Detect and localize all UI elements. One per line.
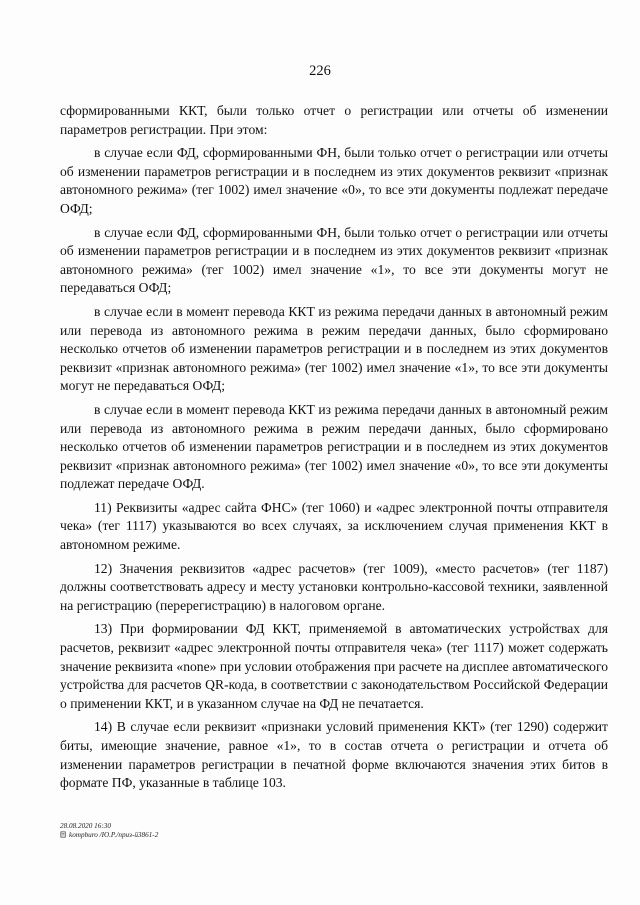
page-number: 226 — [309, 63, 331, 79]
paragraph-item-14: 14) В случае если реквизит «признаки условий применения ККТ» (тег 1290) содержит биты, имеющие значение, равное «1», то в состав отчета о регистрации и отчета об изменении параметров регистрации в печатной форме включаются значения этих битов в формате ПФ, указанные в таблице 103. — [60, 719, 608, 791]
paragraph-item-13: 13) При формировании ФД ККТ, применяемой в автоматических устройствах для расчетов, реквизит «адрес электронной почты отправителя чека» (тег 1117) может содержать значение реквизита «none» при условии отображения при расчете на дисплее автоматического устройства для расчетов QR-кода, в соответствии с законодательством Российской Федерации о применении ККТ, и в указанном случае на ФД не печатается. — [60, 621, 608, 711]
footer-file-ref: kompburo /Ю.Р./приз-й3861-2 — [69, 831, 159, 839]
paragraph-case-transfer-tag-0: в случае если в момент перевода ККТ из режима передачи данных в автономный режим или перевода из автономного режима в режим передачи данных, было сформировано несколько отчетов об изменении параметров регистрации и в последнем из этих документов реквизит «признак автономного режима» (тег 1002) имел значение «0», то все эти документы подлежат передаче ОФД. — [60, 401, 608, 492]
paragraph-continuation: сформированными ККТ, были только отчет о регистрации или отчеты об изменении параметров регистрации. При этом: — [60, 103, 608, 137]
paragraph-case-fn-tag-1: в случае если ФД, сформированными ФН, были только отчет о регистрации или отчеты об изменении параметров регистрации и в последнем из этих документов реквизит «признак автономного режима» (тег 1002) имел значение «1», то все эти документы могут не передаваться ОФД; — [60, 224, 608, 296]
document-footer — [60, 822, 158, 840]
footer-timestamp: 28.08.2020 16:30 — [60, 822, 111, 830]
paragraph-case-transfer-tag-1: в случае если в момент перевода ККТ из режима передачи данных в автономный режим или перевода из автономного режима в режим передачи данных, было сформировано несколько отчетов об изменении параметров регистрации и в последнем из этих документов реквизит «признак автономного режима» (тег 1002) имел значение «1», то все эти документы могут не передаваться ОФД; — [60, 303, 608, 394]
paragraph-item-11: 11) Реквизиты «адрес сайта ФНС» (тег 1060) и «адрес электронной почты отправителя чека» (тег 1117) указываются во всех случаях, за исключением случая применения ККТ в автономном режиме. — [60, 499, 608, 553]
document-icon — [60, 831, 67, 838]
footer-file-ref-line — [60, 831, 158, 840]
document-body — [60, 102, 608, 798]
paragraph-item-12: 12) Значения реквизитов «адрес расчетов» (тег 1009), «место расчетов» (тег 1187) должны соответствовать адресу и месту установки контрольно-кассовой техники, заявленной на регистрацию (перерегистрацию) в налоговом органе. — [60, 560, 608, 613]
paragraph-case-fn-tag-0: в случае если ФД, сформированными ФН, были только отчет о регистрации или отчеты об изменении параметров регистрации и в последнем из этих документов реквизит «признак автономного режима» (тег 1002) имел значение «0», то все эти документы подлежат передаче ОФД; — [60, 145, 608, 216]
